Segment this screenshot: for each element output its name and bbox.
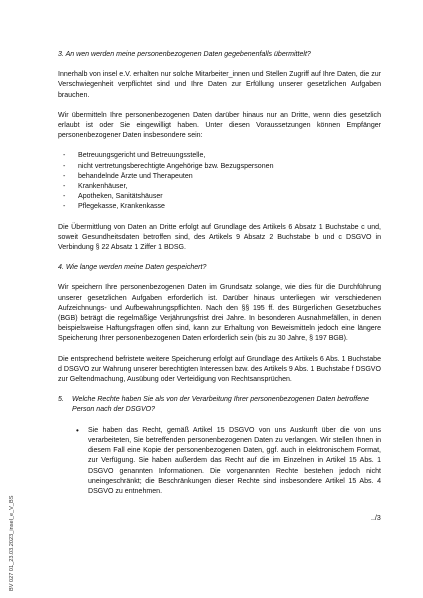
section-4-heading: 4. Wie lange werden meine Daten gespeichert? — [58, 264, 207, 272]
section-5-heading-text: Welche Rechte haben Sie als von der Verarbeitung Ihrer personenbezogenen Daten betroffene Person nach der DSGVO? — [72, 396, 369, 414]
rights-list — [58, 426, 381, 497]
section-5-heading — [58, 395, 381, 415]
document-body — [58, 50, 381, 497]
recipients-list — [58, 151, 381, 212]
recipient-item: - nicht vertretungsberechtigte Angehörige bzw. Bezugspersonen — [58, 162, 381, 172]
recipient-item: - behandelnde Ärzte und Therapeuten — [58, 172, 381, 182]
document-code: BV 027 01_23.03.2023_insel_e_V_BS — [9, 495, 15, 591]
recipient-item: - Pflegekasse, Krankenkasse — [58, 202, 381, 212]
recipient-item: - Apotheken, Sanitätshäuser — [58, 192, 381, 202]
page-continuation-marker: ../3 — [371, 515, 381, 522]
section-3-heading: 3. An wen werden meine personenbezogenen Daten gegebenenfalls übermittelt? — [58, 51, 311, 58]
section-3-paragraph-1: Innerhalb von insel e.V. erhalten nur solche Mitarbeiter_innen und Stellen Zugriff auf Ihre Daten, die zur Verschwiegenheit verpflichtet sind und Ihre Daten zur Erfüllung unserer gesetzlichen Aufgaben brauchen. — [58, 71, 381, 99]
section-3-paragraph-3: Die Übermittlung von Daten an Dritte erfolgt auf Grundlage des Artikels 6 Absatz 1 Buchstabe c und, soweit Gesundheitsdaten betroffen sind, des Artikels 9 Absatz 2 Buchstabe b und c DSGVO in Verbindung § 22 Absatz 1 Ziffer 1 BDSG. — [58, 223, 381, 252]
section-3-paragraph-2: Wir übermitteln Ihre personenbezogenen Daten darüber hinaus nur an Dritte, wenn dies gesetzlich erlaubt ist oder Sie eingewilligt haben. Unter diesen Voraussetzungen können Empfänger personenbezogener Daten insbesondere sein: — [58, 111, 381, 140]
recipient-item: - Betreuungsgericht und Betreuungsstelle, — [58, 151, 381, 161]
section-5 — [58, 395, 381, 415]
section-4-paragraph-2: Die entsprechend befristete weitere Speicherung erfolgt auf Grundlage des Artikels 6 Abs. 1 Buchstabe d DSGVO zur Wahrung unserer berechtigten Interessen bzw. des Artikels 9 Abs. 1 Buchstabe f DSGVO zur Geltendmachung, Ausübung oder Verteidigung von Rechtsansprüchen. — [58, 355, 381, 384]
recipient-item: - Krankenhäuser, — [58, 182, 381, 192]
right-access-item: • Sie haben das Recht, gemäß Artikel 15 DSGVO von uns Auskunft über die von uns verarbeiteten, Sie betreffenden personenbezogenen Daten zu verlangen. Wir stellen Ihnen in diesem Fall eine Kopie der personenbezogenen Daten, ggf. auch in elektronischem Format, zur Verfügung. Sie haben außerdem das Recht auf die im Einzelnen in Artikel 15 Abs. 1 DSGVO genannten Informationen. Die vorgenannten Rechte bestehen jedoch nicht uneingeschränkt; die Beschränkungen dieser Rechte sind insbesondere Artikel 15 Abs. 4 DSGVO zu entnehmen. — [72, 426, 381, 497]
section-4-paragraph-1: Wir speichern Ihre personenbezogenen Daten im Grundsatz solange, wie dies für die Durchführung unserer gesetzlichen Aufgaben erforderlich ist. Darüber hinaus unterliegen wir verschiedenen Aufzeichnungs- und Aufbewahrungspflichten. Nach den §§ 195 ff. des Bürgerlichen Gesetzbuches (BGB) beträgt die regelmäßige Verjährungsfrist drei Jahre. In besonderen Ausnahmefällen, in denen beispielsweise Haftungsfragen offen sind, kann zur Erhaltung von Beweismitteln jedoch eine längere Speicherung Ihrer personenbezogenen Daten erforderlich sein (bis zu 30 Jahre, § 197 BGB). — [58, 284, 381, 343]
section-5-number: 5. — [58, 396, 64, 404]
